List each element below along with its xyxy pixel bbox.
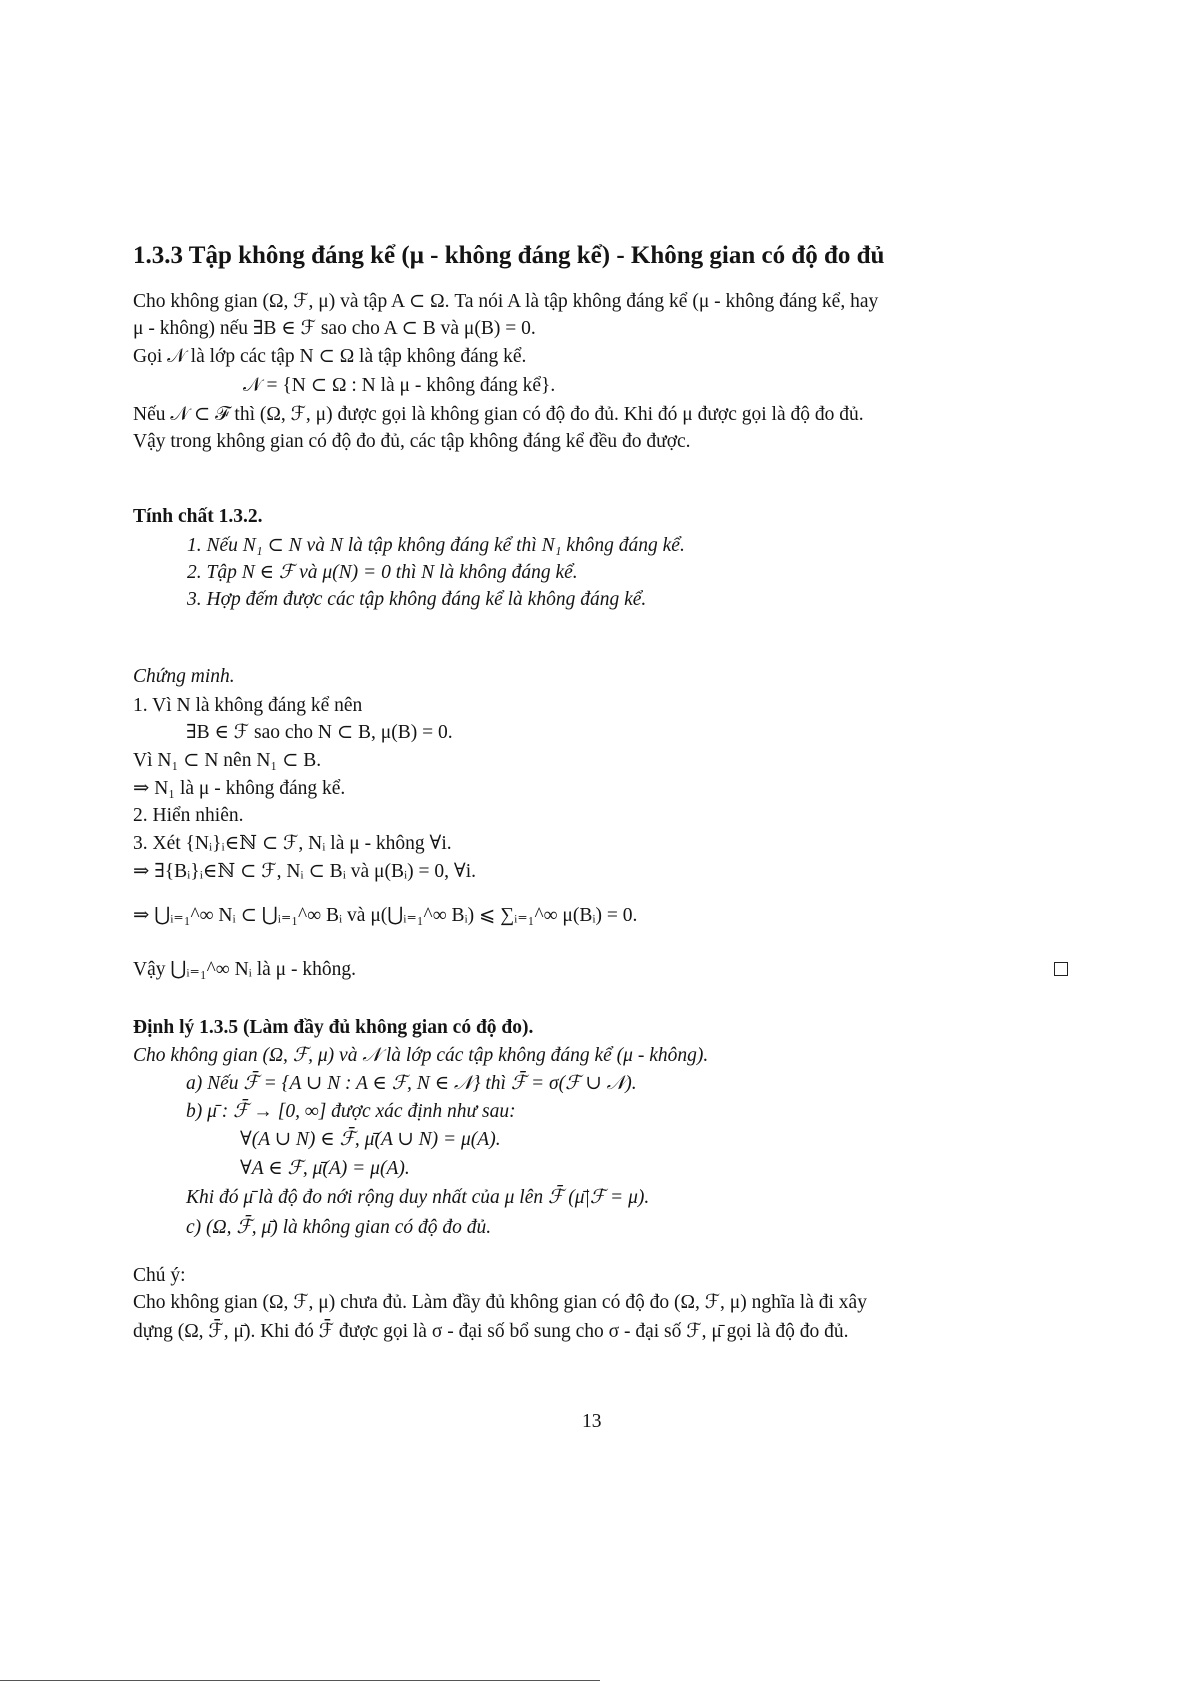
theorem-line: Cho không gian (Ω, ℱ, μ) và 𝒩 là lớp các tập không đáng kể (μ - không). — [133, 1045, 709, 1066]
display-formula: 𝒩 = {N ⊂ Ω : N là μ - không đáng kể}. — [243, 375, 556, 396]
property-item: 2. Tập N ∈ ℱ và μ(N) = 0 thì N là không đáng kể. — [187, 562, 578, 583]
proof-line: ⇒ N₁ là μ - không đáng kể. — [133, 778, 346, 799]
proof-line: Vậy ⋃ᵢ₌₁^∞ Nᵢ là μ - không. — [133, 959, 356, 980]
theorem-line: ∀(A ∪ N) ∈ ℱ̄, μ̄(A ∪ N) = μ(A). — [240, 1129, 501, 1150]
proof-line: Vì N₁ ⊂ N nên N₁ ⊂ B. — [133, 750, 322, 771]
note-line: dựng (Ω, ℱ̄, μ̄). Khi đó ℱ̄ được gọi là σ - đại số bổ sung cho σ - đại số ℱ, μ̄ gọi là độ đo đủ. — [133, 1321, 849, 1342]
proof-title: Chứng minh. — [133, 666, 235, 687]
theorem-title: Định lý 1.3.5 (Làm đầy đủ không gian có độ đo). — [133, 1017, 534, 1038]
qed-symbol — [1054, 962, 1068, 976]
section-heading: 1.3.3 Tập không đáng kể (μ - không đáng kể) - Không gian có độ đo đủ — [133, 242, 885, 269]
property-item: 3. Hợp đếm được các tập không đáng kể là không đáng kể. — [187, 589, 647, 610]
property-title: Tính chất 1.3.2. — [133, 506, 263, 527]
paragraph-line: Vậy trong không gian có độ đo đủ, các tập không đáng kể đều đo được. — [133, 431, 691, 452]
note-line: Cho không gian (Ω, ℱ, μ) chưa đủ. Làm đầy đủ không gian có độ đo (Ω, ℱ, μ) nghĩa là đi xây — [133, 1292, 867, 1313]
proof-line: 2. Hiển nhiên. — [133, 805, 244, 826]
theorem-line: c) (Ω, ℱ̄, μ̄) là không gian có độ đo đủ. — [186, 1217, 492, 1238]
theorem-line: a) Nếu ℱ̄ = {A ∪ N : A ∈ ℱ, N ∈ 𝒩} thì ℱ̄ = σ(ℱ ∪ 𝒩). — [186, 1073, 637, 1094]
page-number: 13 — [582, 1411, 602, 1432]
theorem-line: b) μ̄ : ℱ̄ → [0, ∞] được xác định như sau: — [186, 1101, 516, 1122]
paragraph-line: Cho không gian (Ω, ℱ, μ) và tập A ⊂ Ω. Ta nói A là tập không đáng kể (μ - không đáng kể, hay — [133, 291, 879, 312]
theorem-line: Khi đó μ̄ là độ đo nới rộng duy nhất của μ lên ℱ̄ (μ̄|ℱ = μ). — [186, 1187, 650, 1208]
proof-line: 3. Xét {Nᵢ}ᵢ∈ℕ ⊂ ℱ, Nᵢ là μ - không ∀i. — [133, 833, 452, 854]
note-title: Chú ý: — [133, 1265, 186, 1286]
proof-line: ⇒ ⋃ᵢ₌₁^∞ Nᵢ ⊂ ⋃ᵢ₌₁^∞ Bᵢ và μ(⋃ᵢ₌₁^∞ Bᵢ) ⩽ ∑ᵢ₌₁^∞ μ(Bᵢ) = 0. — [133, 905, 638, 926]
theorem-line: ∀A ∈ ℱ, μ̄(A) = μ(A). — [240, 1158, 410, 1179]
bottom-rule — [0, 1680, 600, 1681]
property-item: 1. Nếu N₁ ⊂ N và N là tập không đáng kể thì N₁ không đáng kể. — [187, 535, 685, 556]
proof-line: ⇒ ∃{Bᵢ}ᵢ∈ℕ ⊂ ℱ, Nᵢ ⊂ Bᵢ và μ(Bᵢ) = 0, ∀i. — [133, 861, 476, 882]
proof-line: 1. Vì N là không đáng kể nên — [133, 695, 363, 716]
paragraph-line: μ - không) nếu ∃B ∈ ℱ sao cho A ⊂ B và μ(B) = 0. — [133, 318, 536, 339]
proof-line: ∃B ∈ ℱ sao cho N ⊂ B, μ(B) = 0. — [186, 722, 453, 743]
paragraph-line: Gọi 𝒩 là lớp các tập N ⊂ Ω là tập không đáng kể. — [133, 346, 527, 367]
paragraph-line: Nếu 𝒩 ⊂ ℱ thì (Ω, ℱ, μ) được gọi là không gian có độ đo đủ. Khi đó μ được gọi là độ đo đủ. — [133, 404, 864, 425]
